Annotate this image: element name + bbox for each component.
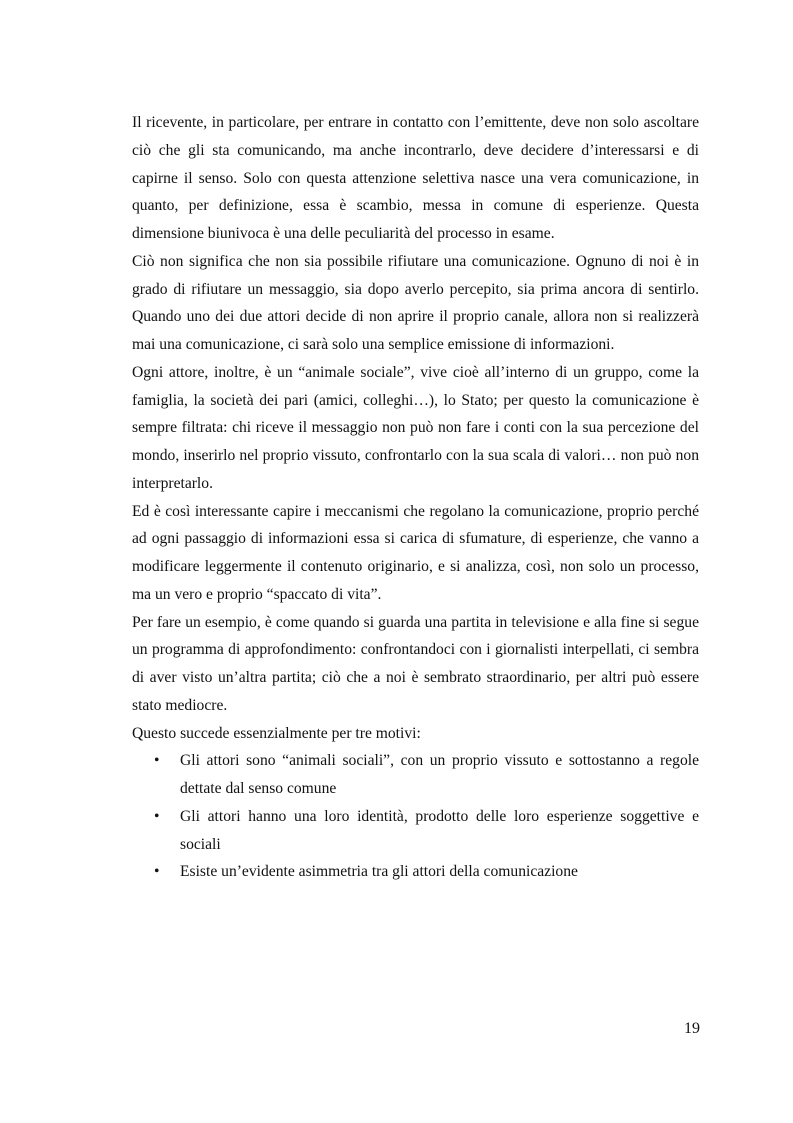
paragraph-refusal: Ciò non significa che non sia possibile rifiutare una comunicazione. Ognuno di noi è in grado di rifiutare un messaggio, sia dopo averlo percepito, sia prima ancora di sentirlo. Quando uno dei due attori decide di non aprire il proprio canale, allora non si realizzerà mai una comunicazione, ci sarà solo una semplice emissione di informazioni. xyxy=(132,252,699,353)
list-item-text: Gli attori sono “animali sociali”, con un proprio vissuto e sottostanno a regole dettate dal senso comune xyxy=(180,752,699,797)
list-item xyxy=(132,747,699,803)
list-item-text: Esiste un’evidente asimmetria tra gli attori della comunicazione xyxy=(180,863,578,881)
list-item xyxy=(132,803,699,859)
paragraph-three-reasons: Questo succede essenzialmente per tre motivi: xyxy=(132,724,421,742)
list-item xyxy=(132,858,699,886)
paragraph-example: Per fare un esempio, è come quando si guarda una partita in televisione e alla fine si segue un programma di approfondimento: confrontandoci con i giornalisti interpellati, ci sembra di aver visto un’altra partita; ciò che a noi è sembrato straordinario, per altri può essere stato mediocre. xyxy=(132,613,699,714)
bullet-icon: • xyxy=(154,807,160,825)
bullet-icon: • xyxy=(154,863,160,881)
list-item-text: Gli attori hanno una loro identità, prodotto delle loro esperienze soggettive e sociali xyxy=(180,807,699,853)
paragraph-social-actor: Ogni attore, inoltre, è un “animale sociale”, vive cioè all’interno di un gruppo, come la famiglia, la società dei pari (amici, colleghi…), lo Stato; per questo la comunicazione è sempre filtrata: chi riceve il messaggio non può non fare i conti con la sua percezione del mondo, inserirlo nel proprio vissuto, confrontarlo con la sua scala di valori… non può non interpretarlo. xyxy=(132,363,699,492)
bullet-icon: • xyxy=(154,752,160,770)
paragraph-mechanisms: Ed è così interessante capire i meccanismi che regolano la comunicazione, proprio perché ad ogni passaggio di informazioni essa si carica di sfumature, di esperienze, che vanno a modificare leggermente il contenuto originario, e si analizza, così, non solo un processo, ma un vero e proprio “spaccato di vita”. xyxy=(132,502,699,603)
reasons-list xyxy=(132,747,699,886)
body-text xyxy=(132,109,699,886)
paragraph-receiver: Il ricevente, in particolare, per entrare in contatto con l’emittente, deve non solo ascoltare ciò che gli sta comunicando, ma anche incontrarlo, deve decidere d’interessarsi e di capirne il senso. Solo con questa attenzione selettiva nasce una vera comunicazione, in quanto, per definizione, essa è scambio, messa in comune di esperienze. Questa dimensione biunivoca è una delle peculiarità del processo in esame. xyxy=(132,114,699,242)
page-number: 19 xyxy=(684,1020,700,1037)
